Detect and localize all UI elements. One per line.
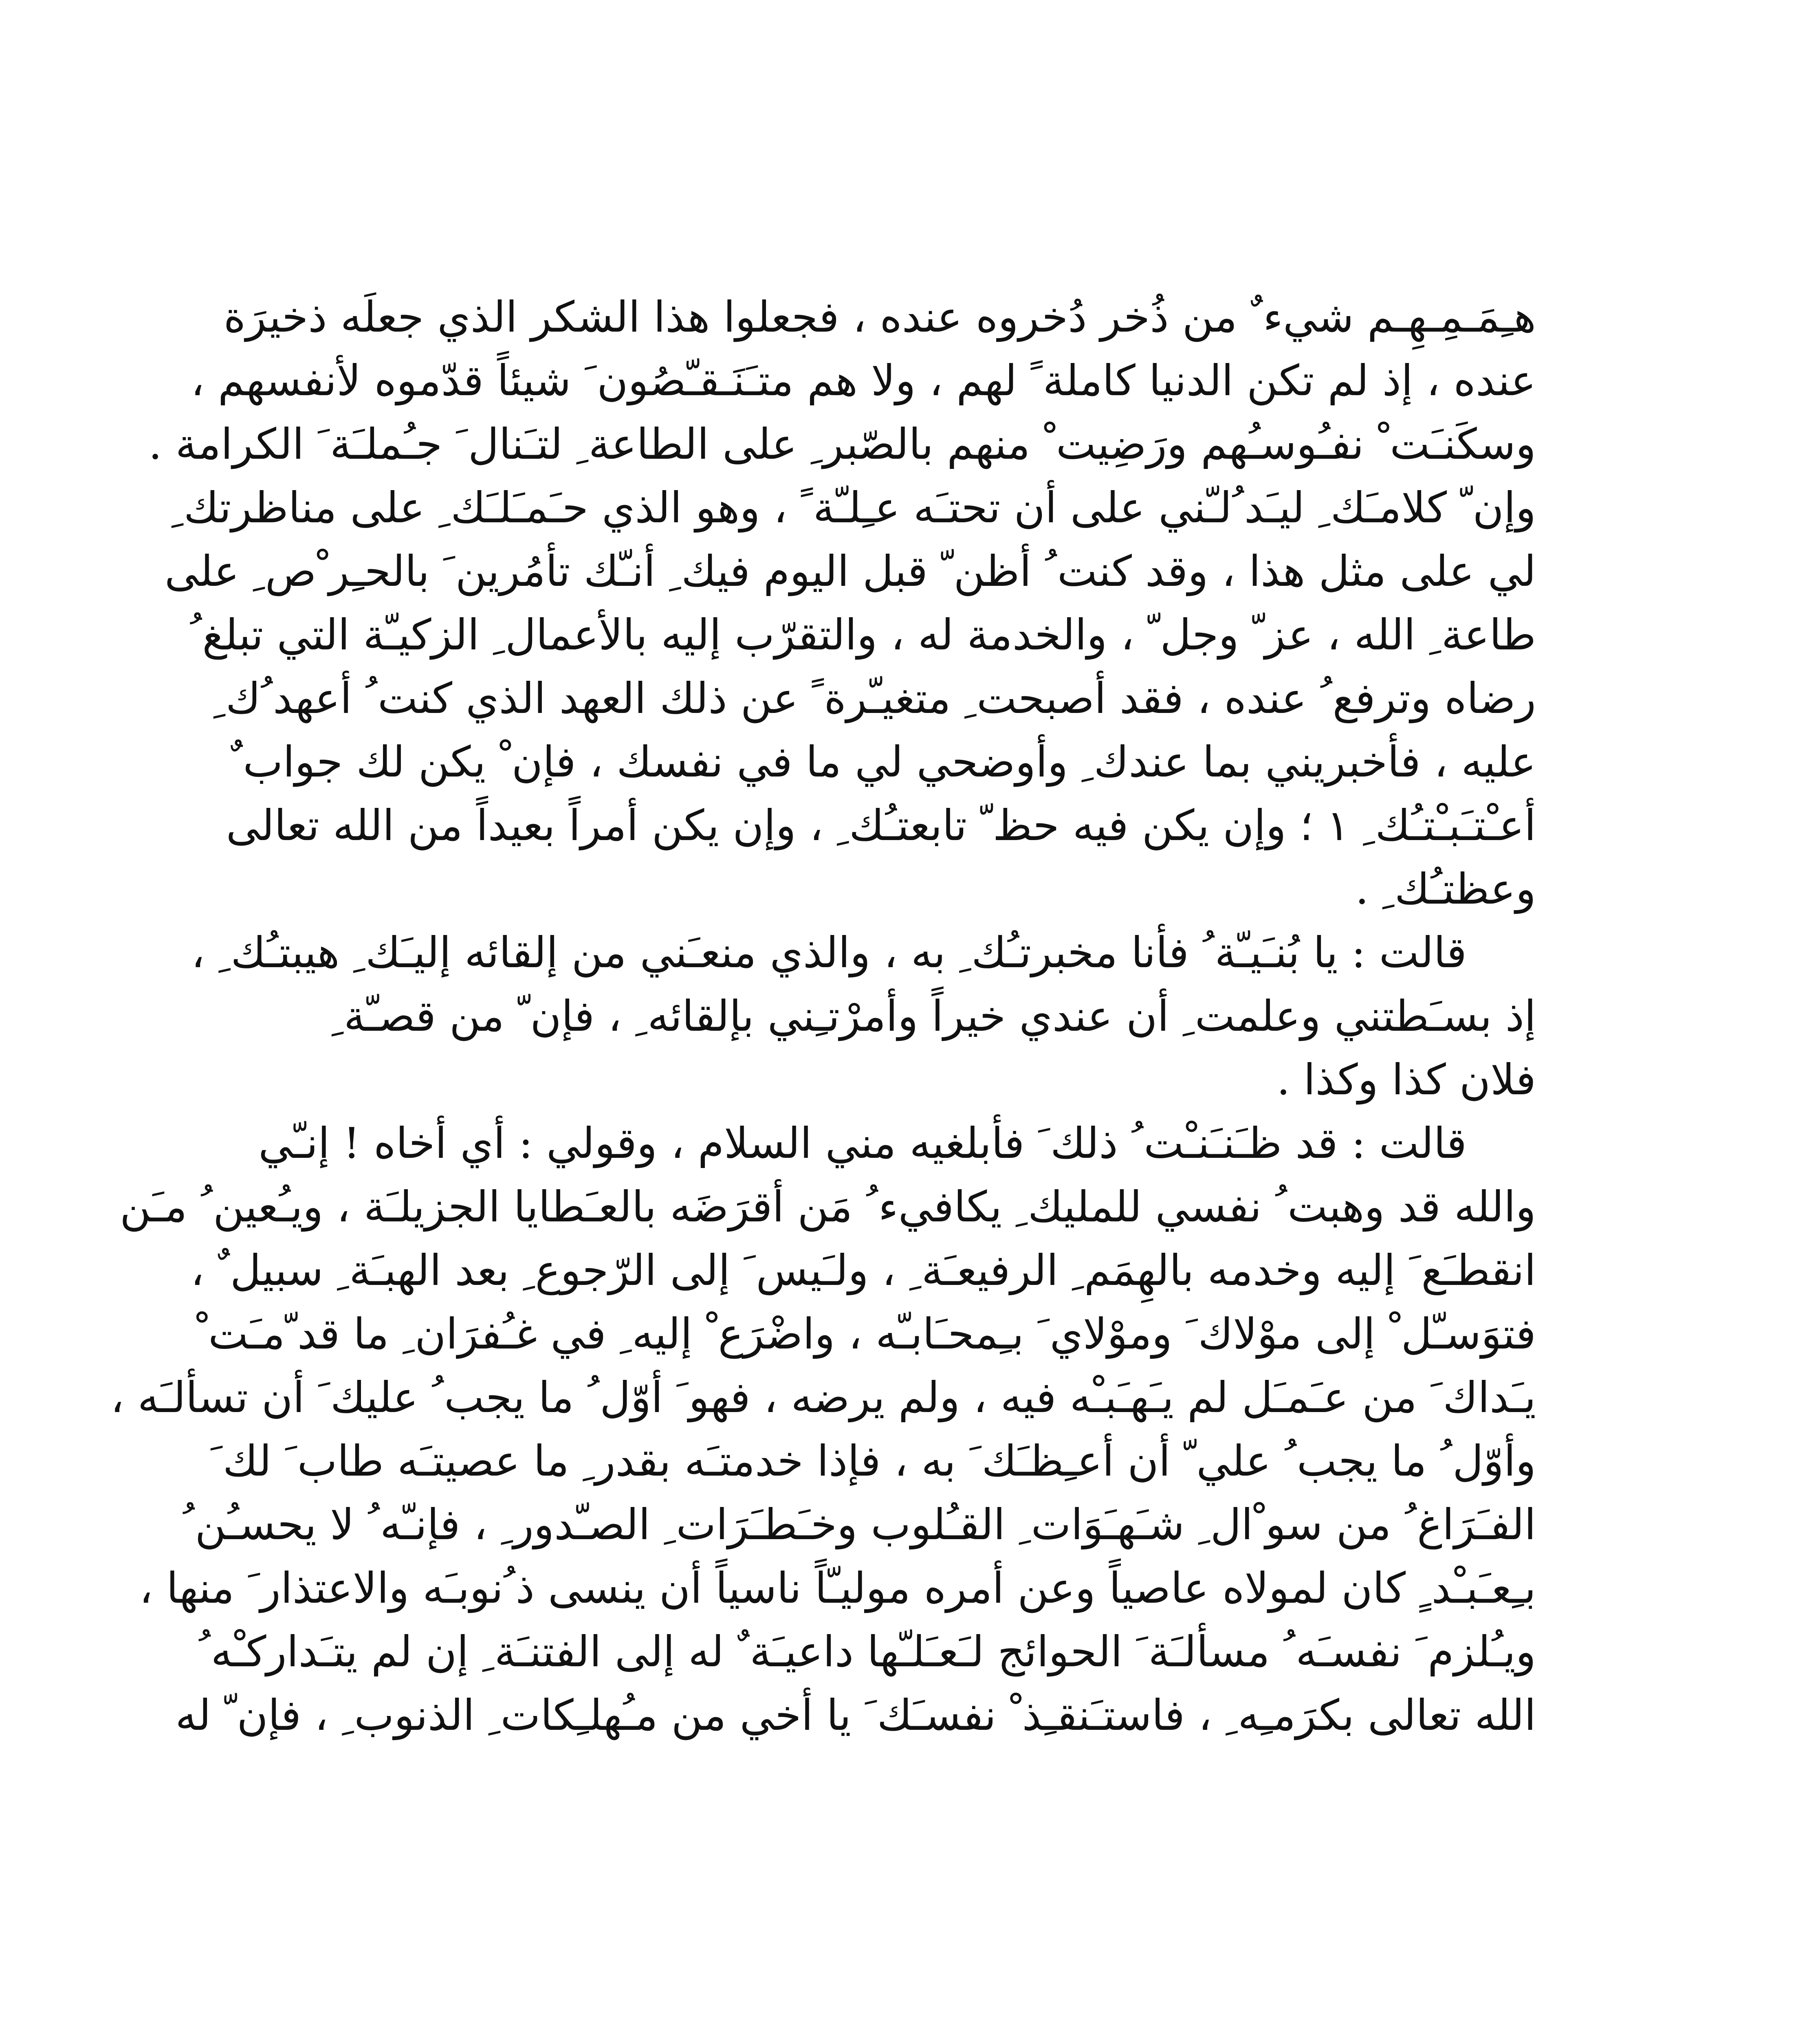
text-line: وأوّل ُ ما يجب ُ علي ّ أن أعـِظـَك َ به ، فإذا خدمتـَه بقدر ِ ما عصيتـَه طاب َ لك َ: [210, 1436, 1536, 1486]
text-line: قالت : قد ظـَنـَنـْت ُ ذلك َ فأبلغيه مني السلام ، وقولي : أي أخاه ! إنـّي: [258, 1118, 1467, 1168]
text-line: انقطـَع َ إليه وخدمه بالهِمَم ِ الرفيعـَة ِ ، ولـَيس َ إلى الرّجوع ِ بعد الهبـَة ِ سبيل ٌ ،: [190, 1245, 1536, 1295]
text-line: فلان كذا وكذا .: [1276, 1055, 1536, 1104]
text-line: لي على مثل هذا ، وقد كنت ُ أظن ّ قبل اليوم فيك ِ أنـّك تأمُرين َ بالحـِر ْص ِ على: [165, 546, 1536, 596]
text-line: هـِمَـمِـهِـم شيء ٌ من ذُخر دُخروه عنده ، فجعلوا هذا الشكر الذي جعلَه ذخيرَة: [223, 292, 1536, 342]
text-line: يـَداك َ من عـَمـَل لم يـَهـَبـْه فيه ، ولم يرضه ، فهو َ أوّل ُ ما يجب ُ عليك َ أن تسألـَه ،: [110, 1373, 1536, 1422]
text-line: وإن ّ كلامـَك ِ ليـَد ُلـّني على أن تحتـَه عـِلـّة ً ، وهو الذي حـَمـَلـَك ِ على مناظرتك ِ: [171, 483, 1536, 532]
text-line: قالت : يا بُنـَيـّة ُ فأنا مخبرتـُك ِ به ، والذي منعـَني من إلقائه إليـَك ِ هيبتـُك ِ ،: [191, 928, 1467, 977]
text-line: عليه ، فأخبريني بما عندك ِ وأوضحي لي ما في نفسك ، فإن ْ يكن لك جواب ٌ: [230, 737, 1536, 787]
body-text: [110, 285, 1536, 1747]
text-line: أعـْتـَبـْتـُك ِ ١ ؛ وإن يكن فيه حظ ّ تابعتـُك ِ ، وإن يكن أمراً بعيداً من الله تعالى: [226, 801, 1536, 850]
text-line: إذ بسـَطتني وعلمت ِ أن عندي خيراً وأمرْتـِني بإلقائه ِ ، فإن ّ من قصـّة ِ: [331, 991, 1536, 1041]
text-line: وعظتـُك ِ .: [1355, 864, 1536, 914]
text-line: طاعة ِ الله ، عز ّ وجل ّ ، والخدمة له ، والتقرّب إليه بالأعمال ِ الزكيـّة التي تبلغ ُ: [189, 610, 1536, 660]
text-line: والله قد وهبت ُ نفسي للمليك ِ يكافيء ُ مَن أقرَضَه بالعـَطايا الجزيلـَة ، ويـُعين ُ مـَن: [119, 1182, 1536, 1232]
text-line: رضاه وترفع ُ عنده ، فقد أصبحت ِ متغيـّرة ً عن ذلك العهد الذي كنت ُ أعهد ُك ِ: [213, 673, 1536, 723]
text-line: الفـَرَاغ ُ من سو ْال ِ شـَهـَوَات ِ القـُلوب وخـَطـَرَات ِ الصـّدور ِ ، فإنـّه ُ لا يحسـُن ُ: [183, 1500, 1536, 1549]
text-line: وسكَنـَت ْ نفـُوسـُهم ورَضِيت ْ منهم بالصّبر ِ على الطاعة ِ لتـَنال َ جـُملـَة َ الكرامة .: [148, 419, 1536, 469]
text-line: الله تعالى بكرَمـِه ِ ، فاستـَنقـِذ ْ نفسـَك َ يا أخي من مـُهلـِكات ِ الذنوب ِ ، فإن ّ له: [175, 1690, 1536, 1740]
text-line: فتوَسـّل ْ إلى موْلاك َ وموْلاي َ بـِمحـَابـّه ، واضْرَع ْ إليه ِ في غـُفرَان ِ ما قد ّمـَت ْ: [196, 1309, 1536, 1359]
text-line: بـِعـَبـْد ٍ كان لمولاه عاصياً وعن أمره موليـّاً ناسياً أن ينسى ذ ُنوبـَه والاعتذار َ منها ،: [139, 1563, 1536, 1613]
text-line: عنده ، إذ لم تكن الدنيا كاملة ً لهم ، ولا هم متـَنَـقـّصُون َ شيئاً قدّموه لأنفسهم ،: [191, 356, 1536, 405]
text-line: ويـُلزم َ نفسـَه ُ مسألـَة َ الحوائج لـَعـَلـّها داعيـَة ٌ له إلى الفتنـَة ِ إن لم يتـَداركـْه ُ: [198, 1627, 1536, 1676]
